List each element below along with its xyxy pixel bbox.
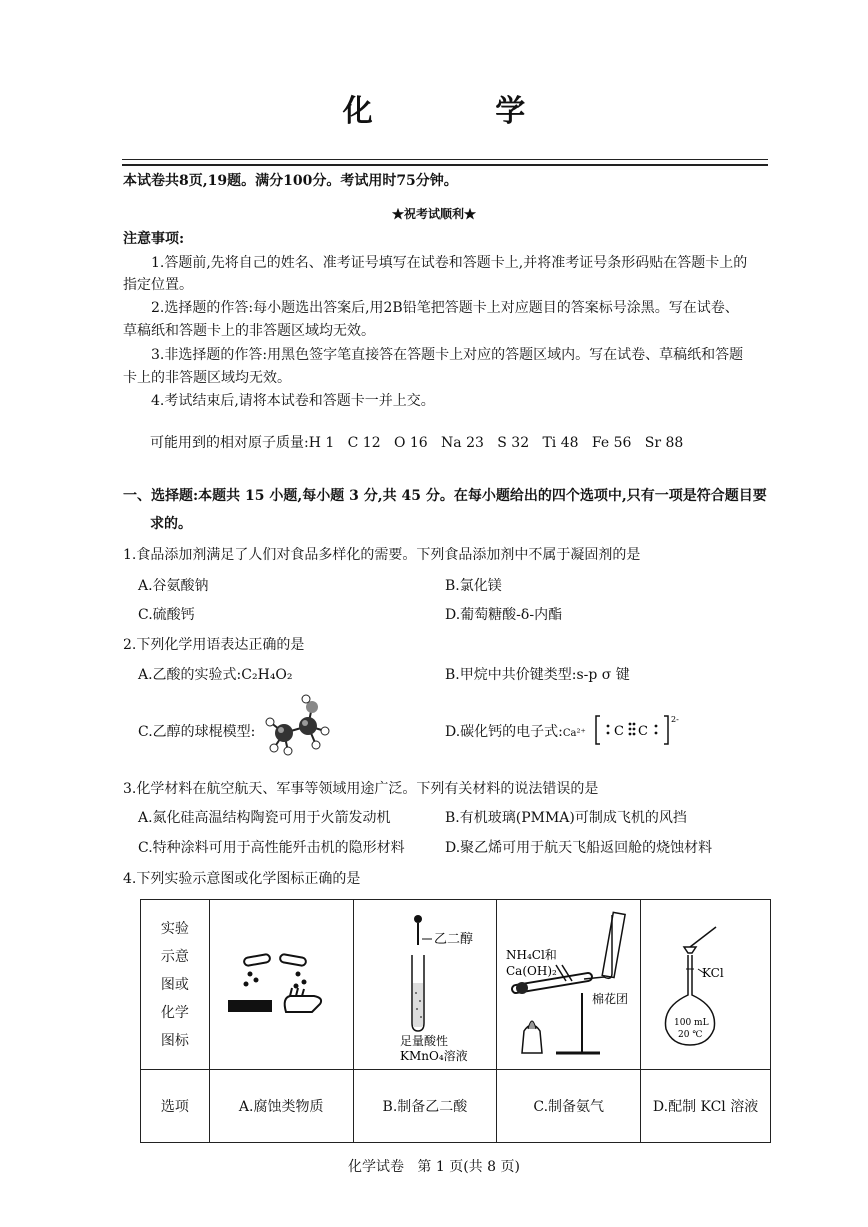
c-reagent-label-2: Ca(OH)₂	[505, 963, 557, 978]
q2-stem: 2.下列化学用语表达正确的是	[123, 637, 305, 653]
q2-option-d-ca: Ca²⁺	[562, 728, 586, 739]
ammonia-setup-diagram	[500, 903, 638, 1063]
exam-intro: 本试卷共8页,19题。满分100分。考试用时75分钟。	[123, 173, 458, 189]
section-1-heading: 一、选择题:本题共 15 小题,每小题 3 分,共 45 分。在每小题给出的四个选项中,只有一项是符合题目要	[123, 488, 767, 504]
svg-text:C: C	[614, 724, 624, 739]
notes-heading: 注意事项:	[123, 231, 185, 247]
page-footer: 化学试卷 第 1 页(共 8 页)	[348, 1159, 520, 1175]
q3-option-b: B.有机玻璃(PMMA)可制成飞机的风挡	[445, 810, 687, 826]
q2-option-b: B.甲烷中共价键类型:s-p σ 键	[445, 667, 630, 683]
q2-option-d-label: D.碳化钙的电子式:	[445, 724, 563, 740]
q1-option-c: C.硫酸钙	[138, 607, 195, 623]
q2-option-a-formula: C₂H₄O₂	[241, 667, 293, 683]
volumetric-flask-diagram	[646, 903, 766, 1063]
note-3b: 卡上的非答题区域均无效。	[123, 370, 291, 386]
q3-option-a: A.氮化硅高温结构陶瓷可用于火箭发动机	[138, 810, 391, 826]
cell-c-diagram	[497, 900, 641, 1070]
q4-option-c: C.制备氨气	[497, 1070, 641, 1143]
page-title: 化 学	[342, 94, 582, 129]
q3-option-c: C.特种涂料可用于高性能歼击机的隐形材料	[138, 840, 405, 856]
row-label-line: 化学	[160, 1004, 189, 1021]
q4-stem: 4.下列实验示意图或化学图标正确的是	[123, 871, 361, 887]
d-volume-label: 100 mL	[673, 1017, 709, 1028]
q2-option-d	[445, 722, 586, 744]
wish-banner: ★祝考试顺利★	[391, 207, 476, 221]
q2-option-a	[138, 665, 293, 685]
q1-stem: 1.食品添加剂满足了人们对食品多样化的需要。下列食品添加剂中不属于凝固剂的是	[123, 547, 641, 563]
b-reagent-label: 乙二醇	[433, 931, 473, 947]
note-3a: 3.非选择题的作答:用黑色签字笔直接答在答题卡上对应的答题区域内。写在试卷、草稿纸和答题	[151, 347, 744, 363]
q1-option-d: D.葡萄糖酸-δ-内酯	[445, 607, 563, 623]
q2-option-a-label: A.乙酸的实验式:	[138, 667, 242, 683]
section-1-heading-cont: 求的。	[150, 516, 192, 532]
corrosive-icon	[216, 938, 346, 1028]
note-2b: 草稿纸和答题卡上的非答题区域均无效。	[123, 323, 375, 339]
cell-d-diagram	[641, 900, 771, 1070]
b-solution-label-1: 足量酸性	[399, 1033, 448, 1048]
d-temp-label: 20 ℃	[677, 1029, 702, 1040]
svg-text:C: C	[638, 724, 648, 739]
row-label-line: 图或	[160, 976, 189, 993]
q3-option-d: D.聚乙烯可用于航天飞船返回舱的烧蚀材料	[445, 840, 713, 856]
header-rule-thin	[122, 159, 768, 160]
note-1a: 1.答题前,先将自己的姓名、准考证号填写在试卷和答题卡上,并将准考证号条形码贴在答题卡上的	[151, 255, 748, 271]
b-solution-label-2: KMnO₄溶液	[399, 1048, 468, 1063]
oxidation-setup-diagram	[360, 903, 490, 1063]
q4-option-a: A.腐蚀类物质	[209, 1070, 353, 1143]
note-2a: 2.选择题的作答:每小题选出答案后,用2B铅笔把答题卡上对应题目的答案标号涂黑。写在试卷、	[151, 300, 739, 316]
row-label-line: 图标	[160, 1032, 189, 1049]
row-label-line: 实验	[160, 920, 189, 937]
q1-option-a: A.谷氨酸钠	[138, 578, 209, 594]
note-4: 4.考试结束后,请将本试卷和答题卡一并上交。	[151, 393, 435, 409]
cell-b-diagram	[353, 900, 497, 1070]
q1-option-b: B.氯化镁	[445, 578, 502, 594]
header-rule-thick	[122, 164, 768, 166]
charge-label: 2-	[671, 715, 679, 724]
c-cotton-label: 棉花团	[591, 991, 628, 1006]
row-label-line: 示意	[160, 948, 189, 965]
cell-a-diagram	[209, 900, 353, 1070]
atomic-mass-line: 可能用到的相对原子质量:H 1 C 12 O 16 Na 23 S 32 Ti 48 Fe 56 Sr 88	[150, 435, 684, 451]
c-reagent-label-1: NH₄Cl和	[505, 947, 557, 962]
q2-option-c: C.乙醇的球棍模型:	[138, 724, 256, 740]
d-kcl-label: KCl	[701, 965, 724, 980]
q4-option-d: D.配制 KCl 溶液	[641, 1070, 771, 1143]
note-1b: 指定位置。	[123, 277, 193, 293]
calcium-carbide-electron-dot	[594, 713, 680, 747]
q3-stem: 3.化学材料在航空航天、军事等领域用途广泛。下列有关材料的说法错误的是	[123, 781, 599, 797]
q4-table	[140, 899, 771, 1143]
row-label-diagram	[141, 900, 210, 1070]
row-label-option: 选项	[141, 1070, 210, 1143]
ethanol-ball-stick-model	[258, 693, 334, 759]
q4-option-b: B.制备乙二酸	[353, 1070, 497, 1143]
